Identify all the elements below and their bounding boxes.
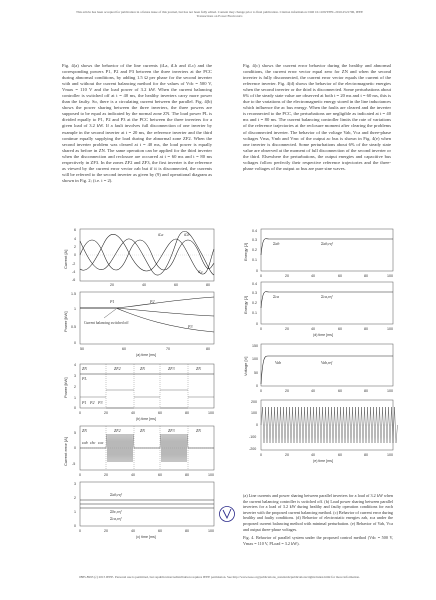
tick-y: 0.2 (252, 301, 257, 305)
tick-y: 0.3 (252, 291, 257, 295)
zone-ZF2: ZF2 (114, 428, 121, 433)
panel-d-ylabel: Current error [A] (63, 437, 68, 466)
tick-x: 50 (80, 347, 84, 351)
tick-x: 20 (104, 411, 108, 415)
label-iLb: iLb (184, 232, 190, 237)
power-P1-trace (80, 297, 214, 308)
tick-x: 60 (338, 453, 342, 457)
tick-y: 0.1 (252, 258, 257, 262)
current-iLc-trace (80, 231, 214, 275)
label-P1: P1 (110, 299, 115, 304)
tick-y: -200 (249, 447, 257, 451)
tick-y: 1 (74, 307, 76, 311)
tick-y: 0 (74, 524, 76, 528)
tick-x: 20 (285, 453, 289, 457)
label-sca-ref: Σca,ref (110, 516, 122, 521)
tick-y: 0 (74, 446, 76, 450)
label-PL: PL (82, 376, 87, 381)
tick-x: 80 (185, 411, 189, 415)
header-journal: Transactions on Power Electronics (196, 14, 243, 19)
left-panel-b (62, 288, 222, 358)
handwritten-signature (218, 505, 236, 523)
tick-y: 1 (74, 510, 76, 514)
rpanel-b-xcaption: (d) time [ms] (313, 333, 333, 337)
tick-x: 80 (206, 347, 210, 351)
label-vab-ref: Vab,ref (321, 360, 333, 365)
tick-y: -6 (72, 278, 76, 282)
tick-y: 0 (256, 384, 258, 388)
label-P1: P1 (82, 400, 87, 405)
label-P3: P3 (188, 324, 193, 329)
tick-y: -100 (249, 435, 257, 439)
tick-y: 0 (74, 341, 76, 345)
tick-x: 100 (208, 411, 214, 415)
label-sab: Σab (273, 241, 280, 246)
label-P2: P2 (150, 299, 155, 304)
tick-x: 0 (260, 389, 262, 393)
tick-x: 100 (387, 453, 393, 457)
tick-x: 60 (158, 473, 162, 477)
tick-y: 0.4 (252, 282, 257, 286)
tick-x: 40 (311, 327, 315, 331)
label-ebc: εbc (90, 440, 96, 445)
tick-x: 0 (79, 473, 81, 477)
tick-x: 80 (364, 327, 368, 331)
tick-x: 20 (104, 473, 108, 477)
tick-y: 50 (254, 371, 258, 375)
tick-y: -2 (72, 262, 76, 266)
panel-a-ylabel: Current [A] (63, 249, 68, 269)
power-P2-trace (80, 308, 214, 316)
right-paragraph: Fig. 4(c) shows the current error behavior during the healthy and abnormal conditions, the current error vector equal zero for ZN and when the second inverter is fully disconnected, the current error vector equals the current of the reference inverter. Fig. 4(d) shows the behavior of the electromagnetic energies when the second inverter or the third is disconnected. Some perturbations about 6% of the steady state value are observed at both t = 20 ms and t = 60 ms, this is due to the variations of the electromagnetic energy stored in the line inductances which influence the ac bus energy. When the faults are cleared and the inverter is reconnected to the PCC, the perturbations are negligible as indicated at t = 40 ms and t = 80 ms. The current balancing controller limits the rate of variations of the reference trajectories at the reclosure moment after clearing the problems of disconnected inverter. The behavior of the voltage Vab, Vca and three-phase voltages Vma, Vmb and Vmc of the output ac bus is shown in Fig. 4(e) when one inverter is disconnected. Some perturbations about 6% of the steady state value are observed at the moment of full disconnection of the second inverter or the third. Elsewhere the perturbations, the output energies and capacitive bus voltages follow perfectly their respective reference trajectories and the three-phase voltages of the output ac bus are pure sine waves. (243, 63, 391, 171)
panel-c-xcaption: (b) time [ms] (136, 417, 156, 421)
label-iLc: iLc (198, 269, 204, 274)
tick-y: 0.4 (252, 229, 257, 233)
zone-ZN-2: ZN (140, 428, 145, 433)
tick-x: 80 (185, 473, 189, 477)
left-text-column (62, 63, 212, 215)
tick-y: 6 (74, 228, 76, 232)
tick-y: 3 (74, 482, 76, 486)
zone-ZN-1: ZN (82, 428, 87, 433)
zone-ZF2: ZF2 (114, 366, 121, 371)
tick-x: 60 (338, 327, 342, 331)
rpanel-b-ylabel: Energy [J] (243, 295, 248, 314)
rpanel-a-ylabel: Energy [J] (243, 242, 248, 261)
left-panel-d (62, 422, 222, 478)
tick-y: 0 (74, 253, 76, 257)
tick-x: 60 (158, 529, 162, 533)
tick-y: 2 (74, 245, 76, 249)
label-sab-ref: Σab,ref (110, 492, 122, 497)
zone-ZN-2: ZN (140, 366, 145, 371)
label-sbc-ref: Σbc,ref (110, 509, 122, 514)
rpanel-c-frame (261, 344, 393, 386)
right-panel-c (243, 340, 403, 396)
tick-x: 60 (122, 347, 126, 351)
rpanel-c-ylabel: Voltage [V] (243, 356, 248, 376)
tick-x: 20 (285, 389, 289, 393)
right-text-column (243, 63, 391, 221)
zone-ZN-3: ZN (196, 428, 201, 433)
right-panel-d (243, 396, 403, 466)
panel-b-xcaption: (a) time [ms] (136, 353, 156, 357)
tick-x: 40 (142, 283, 146, 287)
power-P3-trace (80, 308, 214, 332)
switched-off-annotation: Current balancing switched off (84, 321, 129, 325)
tick-x: 100 (208, 529, 214, 533)
tick-y: 0 (256, 269, 258, 273)
tick-x: 40 (131, 473, 135, 477)
tick-y: 200 (251, 400, 257, 404)
label-eab: εab (82, 440, 88, 445)
tick-x: 100 (387, 327, 393, 331)
label-vab: Vab (275, 360, 281, 365)
tick-y: 100 (251, 411, 257, 415)
tick-x: 20 (285, 327, 289, 331)
tick-y: 100 (252, 357, 258, 361)
tick-x: 60 (338, 389, 342, 393)
rpanel-b-frame (261, 282, 393, 324)
tick-y: -5 (72, 462, 76, 466)
tick-y: 5 (74, 431, 76, 435)
left-panel-c (62, 360, 222, 422)
tick-x: 60 (174, 283, 178, 287)
tick-y: 2 (74, 496, 76, 500)
tick-x: 100 (387, 389, 393, 393)
zone-ZF3: ZF3 (168, 366, 175, 371)
right-panel-a (243, 225, 403, 281)
tick-x: 80 (364, 453, 368, 457)
tick-y: 0.2 (252, 248, 257, 252)
zone-ZF3: ZF3 (168, 428, 175, 433)
tick-y: 1.5 (71, 292, 76, 296)
tick-x: 100 (208, 473, 214, 477)
tick-x: 20 (104, 529, 108, 533)
rpanel-a-frame (261, 229, 393, 271)
power-Pi-traces (80, 390, 214, 408)
page-header (12, 10, 427, 18)
tick-x: 80 (364, 274, 368, 278)
tick-x: 40 (311, 453, 315, 457)
zone-ZN-1: ZN (82, 366, 87, 371)
tick-x: 40 (311, 389, 315, 393)
label-P3: P3 (98, 400, 103, 405)
tick-x: 20 (285, 274, 289, 278)
tick-y: 0 (256, 423, 258, 427)
tick-y: 150 (252, 344, 258, 348)
label-eca: εca (98, 440, 104, 445)
tick-x: 20 (110, 283, 114, 287)
tick-x: 40 (131, 411, 135, 415)
label-sca-ref: Σca,ref (321, 294, 333, 299)
panel-b-frame (80, 292, 214, 344)
left-panel-a (62, 225, 222, 287)
tick-x: 80 (206, 283, 210, 287)
energy-ref-traces (80, 500, 214, 508)
tick-x: 0 (79, 411, 81, 415)
tick-x: 40 (131, 529, 135, 533)
subfigure-caption: (a) Line currents and power sharing between parallel inverters for a load of 3.2 kW when the current balancing controller is switched off. (b) Load power sharing between parallel inverters for a load of 3.2 kW during healthy and faulty operation conditions for each inverter with the proposed current balancing method. (c) Behavior of current error during healthy and faulty conditions. (d) Behavior of electrostatic energies εab, εca under the proposed current balancing method with minimal perturbation. (e) Behavior of Vab, Vca and output three-phase voltages. (243, 493, 393, 532)
tick-x: 40 (311, 274, 315, 278)
header-notice: This article has been accepted for publication in a future issue of this journal, but has not been fully edited. Content may change prior to final publication. Citation information: DOI 10.1109/TPEL.2016.2521706, IEEE (75, 10, 363, 14)
label-iLa: iLa (158, 232, 164, 237)
tick-x: 80 (185, 529, 189, 533)
tick-y: 0 (74, 406, 76, 410)
tick-y: 3 (74, 374, 76, 378)
tick-x: 60 (158, 411, 162, 415)
rpanel-d-xcaption: (e) time [ms] (313, 459, 333, 463)
tick-y: 0.1 (252, 311, 257, 315)
zone-ZN-3: ZN (196, 366, 201, 371)
tick-x: 0 (260, 327, 262, 331)
tick-y: 2 (74, 385, 76, 389)
panel-c-ylabel: Power [kW] (63, 377, 68, 398)
tick-y: -4 (72, 270, 76, 274)
panel-e-xcaption: (c) time [ms] (136, 535, 156, 539)
tick-y: 4 (74, 237, 76, 241)
tick-y: 0.5 (71, 325, 76, 329)
tick-x: 0 (260, 274, 262, 278)
tick-x: 80 (364, 389, 368, 393)
tick-y: 0 (256, 322, 258, 326)
figure-caption: Fig. 4. Behavior of parallel system under the proposed control method (Vdc = 500 V, Vmax = 110 V, PLoad = 3.2 kW). (243, 535, 393, 546)
tick-x: 70 (166, 347, 170, 351)
label-P2: P2 (90, 400, 95, 405)
tick-y: 1 (74, 396, 76, 400)
label-sca: Σca (273, 294, 280, 299)
tick-x: 0 (79, 529, 81, 533)
tick-x: 60 (338, 274, 342, 278)
page-footer: 0885-8993 (c) 2015 IEEE. Personal use is permitted, but republication/redistribution requires IEEE permission. See http://www.ieee.org/publications_standards/publications/rights/index.html for more information. (79, 575, 360, 579)
tick-x: 100 (387, 274, 393, 278)
panel-b-ylabel: Power [kW] (63, 311, 68, 332)
tick-y: 4 (74, 363, 76, 367)
label-sab-ref: Σab,ref (321, 241, 333, 246)
tick-y: 0.3 (252, 238, 257, 242)
right-panel-b (243, 278, 403, 340)
tick-x: 0 (260, 453, 262, 457)
left-paragraph: Fig. 4(a) shows the behavior of the line currents (iLa, iLb and iLc) and the corresponding powers P1, P2 and P3 between the three inverters at the PCC during abnormal conditions, by adding 1.5 Ω per phase for the second inverter with and without the current balancing method for the values of Vdc = 500 V, Vmax = 110 V and the load power of 3.2 kW. When the current balancing controller is switched off at t = 40 ms, the healthy inverters carry more power than the faulty. So, there is a circulating current between the parallel. Fig. 4(b) shows the power sharing between the three inverters, the three powers are supposed to be equal as indicated by the normal zone ZN. The load power PL is divided equally to P1, P2 and P3 at the PCC between the three inverters for a given load of 3.2 kW. If a fault involves full disconnection of one inverter by example in the second inverter at t = 20 ms, the reference inverter and the third continue equally supplying the load during the abnormal zone ZF2. When the second inverter problem was cleared at t = 40 ms, the load power is equally shared as before in ZN. The same operation can be applied for the third inverter when the disconnection and reclosure are occurred at t = 60 ms and t = 80 ms respectively in ZF3. In the zones ZF2 and ZF3, the first inverter is the reference as viewed by the current error vector εab but if it is disconnected, the currents will be referred to the second inverter as given by (9) and operational diagram as shown in Fig. 2; (i.e. i = 2). (62, 63, 212, 183)
left-panel-e (62, 478, 222, 540)
